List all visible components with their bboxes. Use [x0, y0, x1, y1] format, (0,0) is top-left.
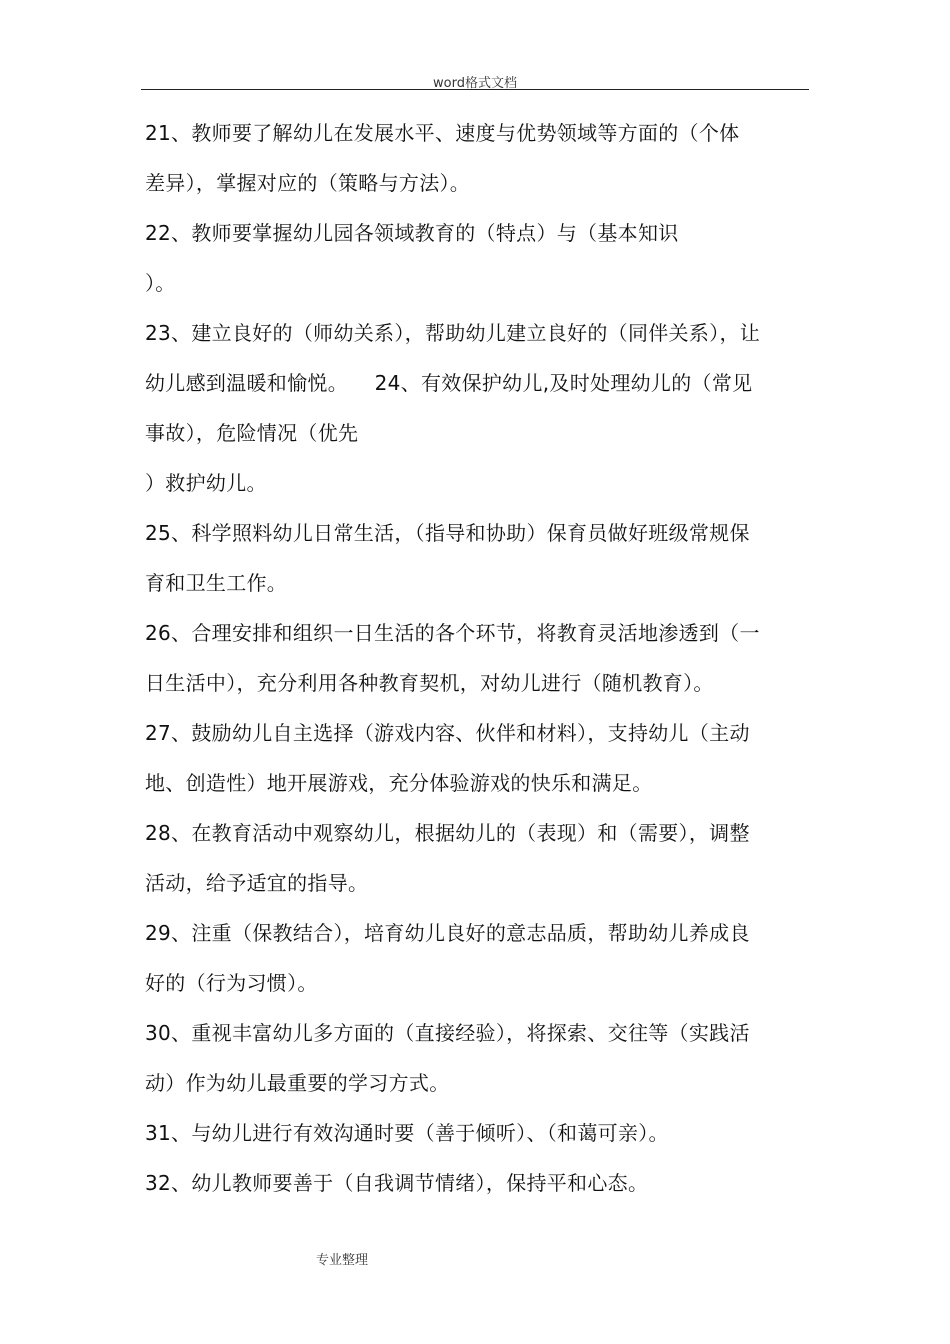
text-line: ）。 — [145, 271, 176, 295]
text-line: 育和卫生工作。 — [145, 571, 288, 595]
page-footer: 专业整理 — [316, 1253, 369, 1268]
text-line: 29、注重（保教结合），培育幼儿良好的意志品质，帮助幼儿养成良 — [145, 921, 750, 945]
text-line: 30、重视丰富幼儿多方面的（直接经验），将探索、交往等（实践活 — [145, 1021, 750, 1045]
text-line: 31、与幼儿进行有效沟通时要（善于倾听）、（和蔼可亲）。 — [145, 1121, 669, 1145]
text-line: 26、合理安排和组织一日生活的各个环节，将教育灵活地渗透到（一 — [145, 621, 760, 645]
text-line: 27、鼓励幼儿自主选择（游戏内容、伙伴和材料），支持幼儿（主动 — [145, 721, 750, 745]
text-line: 日生活中），充分利用各种教育契机，对幼儿进行（随机教育）。 — [145, 671, 714, 695]
text-line: ）救护幼儿。 — [145, 471, 267, 495]
header-divider — [141, 89, 809, 90]
page-header-title: word格式文档 — [433, 76, 517, 91]
document-body — [145, 108, 813, 1208]
text-line: 22、教师要掌握幼儿园各领域教育的（特点）与（基本知识 — [145, 221, 679, 245]
text-line: 好的（行为习惯）。 — [145, 971, 318, 995]
text-line: 地、创造性）地开展游戏，充分体验游戏的快乐和满足。 — [145, 771, 653, 795]
text-line: 幼儿感到温暖和愉悦。 24、有效保护幼儿,及时处理幼儿的（常见 — [145, 371, 753, 395]
text-line: 32、幼儿教师要善于（自我调节情绪），保持平和心态。 — [145, 1171, 649, 1195]
text-line: 23、建立良好的（师幼关系），帮助幼儿建立良好的（同伴关系），让 — [145, 321, 761, 345]
text-line: 28、在教育活动中观察幼儿，根据幼儿的（表现）和（需要），调整 — [145, 821, 750, 845]
text-line: 21、教师要了解幼儿在发展水平、速度与优势领域等方面的（个体 — [145, 121, 740, 145]
text-line: 差异），掌握对应的（策略与方法）。 — [145, 171, 471, 195]
text-line: 事故），危险情况（优先 — [145, 421, 359, 445]
text-line: 活动，给予适宜的指导。 — [145, 871, 369, 895]
text-line: 动）作为幼儿最重要的学习方式。 — [145, 1071, 450, 1095]
text-line: 25、科学照料幼儿日常生活，（指导和协助）保育员做好班级常规保 — [145, 521, 750, 545]
